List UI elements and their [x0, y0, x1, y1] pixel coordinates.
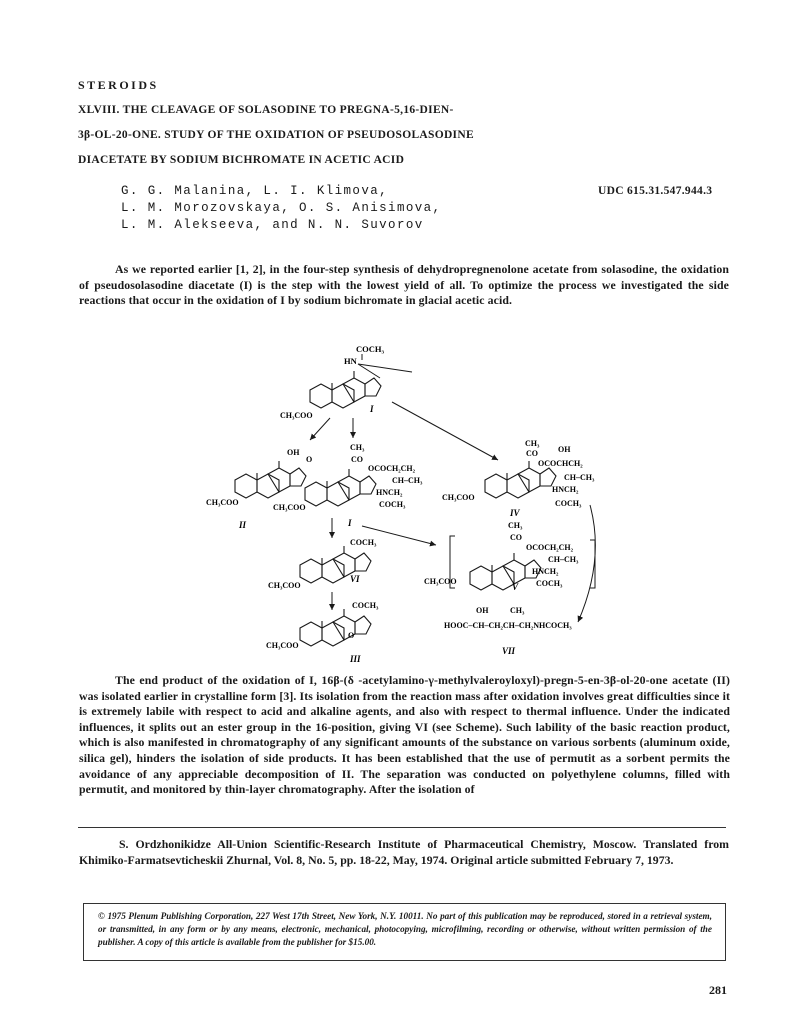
footnote-rule — [78, 827, 726, 828]
intro-paragraph: As we reported earlier [1, 2], in the four-step synthesis of dehydropregnenolone acetate from solasodine, the oxidation of pseudosolasodine diacetate (I) is the step with the lowest yield of all. To optimize the process we investigated the side reactions that occur in the oxidation of I by sodium bichromate in glacial acetic acid. — [79, 262, 729, 308]
label-co-v: CO — [510, 533, 522, 542]
udc-code: UDC 615.31.547.944.3 — [598, 185, 713, 197]
label-hn-top: HN — [344, 356, 357, 366]
article-title-line-2: 3β-OL-20-ONE. STUDY OF THE OXIDATION OF PSEUDOSOLASODINE — [78, 129, 474, 141]
label-coch3-top: COCH₃ — [356, 344, 385, 354]
label-ch3coo-ii: CH₃COO — [206, 498, 239, 507]
article-title-line-1: XLVIII. THE CLEAVAGE OF SOLASODINE TO PREGNA-5,16-DIEN- — [78, 104, 454, 116]
label-coch3-iv: COCH₃ — [555, 499, 582, 508]
page-number: 281 — [709, 983, 727, 997]
label-compound-VII: VII — [502, 646, 516, 656]
label-coch3-v: COCH₃ — [536, 579, 563, 588]
label-ch3-vii: CH₃ — [510, 606, 525, 615]
label-hnch2-v: HNCH₂ — [532, 567, 559, 576]
label-oh-ii: OH — [287, 448, 300, 457]
label-compound-V: V — [512, 582, 519, 592]
label-ch3coo-iv: CH₃COO — [442, 493, 475, 502]
label-coch3-vi: COCH₃ — [350, 538, 377, 547]
label-ch3-v: CH₃ — [508, 521, 523, 530]
label-compound-IV: IV — [510, 508, 520, 518]
label-ch3coo-v: CH₃COO — [424, 577, 457, 586]
label-coch3-iii: COCH₃ — [352, 601, 379, 610]
label-compound-VI: VI — [350, 574, 360, 584]
label-co-mid: CO — [351, 455, 363, 464]
label-ch3-mid: CH₃ — [350, 443, 365, 452]
copyright-text: © 1975 Plenum Publishing Corporation, 227 West 17th Street, New York, N.Y. 10011. No part of this publication may be reproduced, stored in a retrieval system, or transmitted, in any form or by any means, electronic, mechanical, photocopying, microfilming, recording or otherwise, without written permission of the publisher. A copy of this article is available from the publisher for $15.00. — [98, 911, 712, 948]
label-ococh2-v: OCOCH₂CH₂ — [526, 543, 574, 552]
label-chch3-iv: CH–CH₃ — [564, 473, 595, 482]
label-compound-III: III — [350, 654, 361, 664]
label-oh-iv: OH — [558, 445, 571, 454]
authors-line-2: L. M. Morozovskaya, O. S. Anisimova, — [121, 201, 442, 215]
label-chch3-mid: CH–CH₃ — [392, 476, 423, 485]
label-ch3coo-mid: CH₃COO — [273, 503, 306, 512]
reaction-scheme — [180, 340, 620, 665]
label-oh-vii: OH — [476, 606, 489, 615]
label-co-iv: CO — [526, 449, 538, 458]
label-hnch2-mid: HNCH₂ — [376, 488, 403, 497]
label-ococh-iv: OCOCHCH₂ — [538, 459, 583, 468]
affiliation-footnote: S. Ordzhonikidze All-Union Scientific-Research Institute of Pharmaceutical Chemistry, Moscow. Translated from Khimiko-Farmatsevticheskii Zhurnal, Vol. 8, No. 5, pp. 18-22, May, 1974. Original article submitted February 7, 1973. — [79, 837, 729, 867]
label-ch3coo-vi: CH₃COO — [268, 581, 301, 590]
article-title-line-3: DIACETATE BY SODIUM BICHROMATE IN ACETIC ACID — [78, 154, 405, 166]
label-chain-vii: HOOC–CH–CH₂CH–CH₂NHCOCH₃ — [444, 621, 572, 630]
label-ch3coo-iii: CH₃COO — [266, 641, 299, 650]
label-coch3-mid: COCH₃ — [379, 500, 406, 509]
label-compound-I-mid: I — [348, 518, 352, 528]
label-compound-I-top: I — [370, 404, 374, 414]
label-ch3-iv: CH₃ — [525, 439, 540, 448]
authors-line-1: G. G. Malanina, L. I. Klimova, — [121, 184, 389, 198]
journal-name: STEROIDS — [78, 78, 159, 92]
label-o-iii: O — [348, 631, 355, 640]
body-paragraph: The end product of the oxidation of I, 16β-(δ -acetylamino-γ-methylvaleroyloxyl)-pregn-5-en-3β-ol-20-one acetate (II) was isolated earlier in crystalline form [3]. Its isolation from the reaction mass after oxidation involves great difficulties since it is extremely labile with respect to acid and alkaline agents, and also with respect to thermal influence. Under the indicated influences, it splits out an ester group in the 16-position, giving VI (see Scheme). Such lability of the basic reaction product, which is also manifested in chromatography of any significant amounts of the substance on various sorbents (aluminum oxide, silica gel), hinders the isolation of side products. It has been established that the use of permutit as a sorbent permits the avoidance of any appreciable decomposition of II. The separation was conducted on polyethylene columns, filled with permutit, and monitored by thin-layer chromatography. After the isolation of — [79, 673, 730, 797]
label-hnch2-iv: HNCH₂ — [552, 485, 579, 494]
authors-line-3: L. M. Alekseeva, and N. N. Suvorov — [121, 218, 424, 232]
copyright-box — [83, 903, 726, 961]
label-ococh2-mid: OCOCH₂CH₂ — [368, 464, 416, 473]
label-chch3-v: CH–CH₃ — [548, 555, 579, 564]
label-ch3coo-1: CH₃COO — [280, 411, 313, 420]
label-compound-II: II — [239, 520, 247, 530]
label-o-ii: O — [306, 455, 313, 464]
